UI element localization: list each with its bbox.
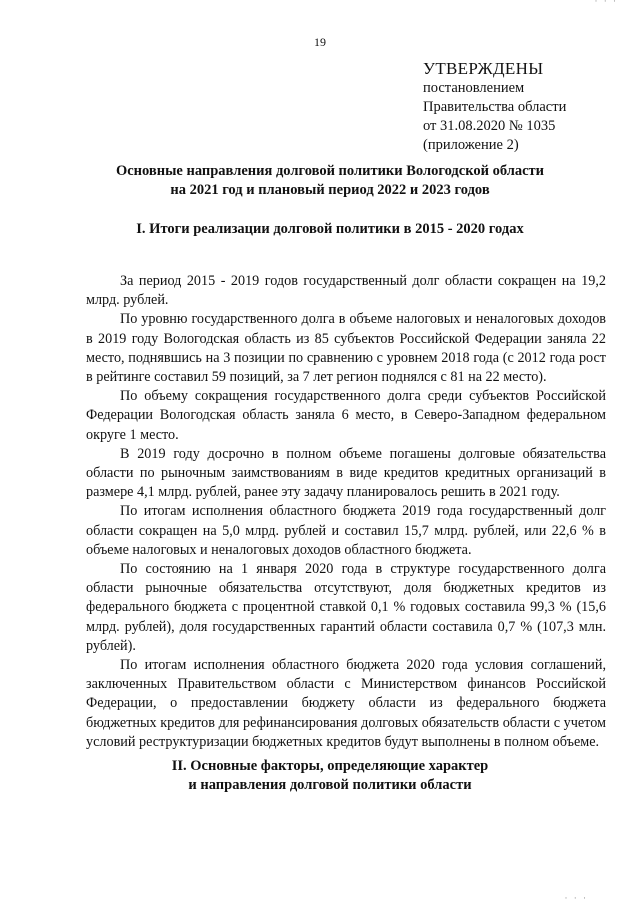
document-title: [60, 162, 600, 200]
approval-line: (приложение 2): [423, 137, 519, 153]
page-number: 19: [314, 35, 326, 49]
approval-block: [423, 58, 566, 155]
scan-artifact-bottom: · · ·: [564, 893, 588, 903]
paragraph: По состоянию на 1 января 2020 года в структуре государственного долга области рыночные обязательства отсутствуют, доля бюджетных кредитов из федерального бюджета с процентной ставкой 0,1 % годовых составила 99,3 % (15,6 млрд. рублей), доля государственных гарантий области составила 0,7 % (107,3 млн. рублей).: [86, 561, 606, 654]
approval-line: от 31.08.2020 № 1035: [423, 118, 556, 134]
document-title-line: на 2021 год и плановый период 2022 и 2023 годов: [170, 182, 490, 198]
approval-line: постановлением: [423, 80, 525, 96]
section-1-heading: I. Итоги реализации долговой политики в 2015 - 2020 годах: [136, 221, 524, 237]
paragraph: В 2019 году досрочно в полном объеме погашены долговые обязательства области по рыночным заимствованиям в виде кредитов кредитных организаций в размере 4,1 млрд. рублей, ранее эту задачу планировалось решить в 2021 году.: [86, 445, 606, 501]
paragraph: По объему сокращения государственного долга среди субъектов Российской Федерации Вологодская область заняла 6 место, в Северо-Западном федеральном округе 1 место.: [86, 388, 606, 443]
paragraph: По итогам исполнения областного бюджета 2020 года условия соглашений, заключенных Правительством области с Министерством финансов Российской Федерации, о предоставлении бюджету области из федерального бюджета бюджетных кредитов для рефинансирования долговых обязательств области с учетом условий реструктуризации бюджетных кредитов будут выполнены в полном объеме.: [86, 657, 606, 750]
section-2-heading-line: и направления долговой политики области: [188, 777, 472, 793]
paragraph: За период 2015 - 2019 годов государственный долг области сокращен на 19,2 млрд. рублей.: [86, 273, 606, 309]
paragraph: По итогам исполнения областного бюджета 2019 года государственный долг области сокращен на 5,0 млрд. рублей и составил 15,7 млрд. рублей, или 22,6 % в объеме налоговых и неналоговых доходов областного бюджета.: [86, 503, 606, 558]
document-title-line: Основные направления долговой политики Вологодской области: [115, 163, 545, 179]
paragraph: По уровню государственного долга в объеме налоговых и неналоговых доходов в 2019 году Вологодская область из 85 субъектов Российской Федерации заняла 22 место, поднявшись на 3 позиции по сравнению с уровнем 2018 года (с 2012 года рост в рейтинге составил 59 позиций, за 7 лет регион поднялся с 81 на 22 место).: [86, 311, 606, 386]
section-2-heading-line: II. Основные факторы, определяющие характер: [171, 758, 489, 774]
section-1-body: [86, 272, 606, 752]
approval-line: Правительства области: [423, 99, 567, 115]
scan-artifact-top: · · ·: [594, 0, 618, 6]
section-2-heading: [60, 757, 600, 795]
approval-title: УТВЕРЖДЕНЫ: [423, 59, 544, 78]
